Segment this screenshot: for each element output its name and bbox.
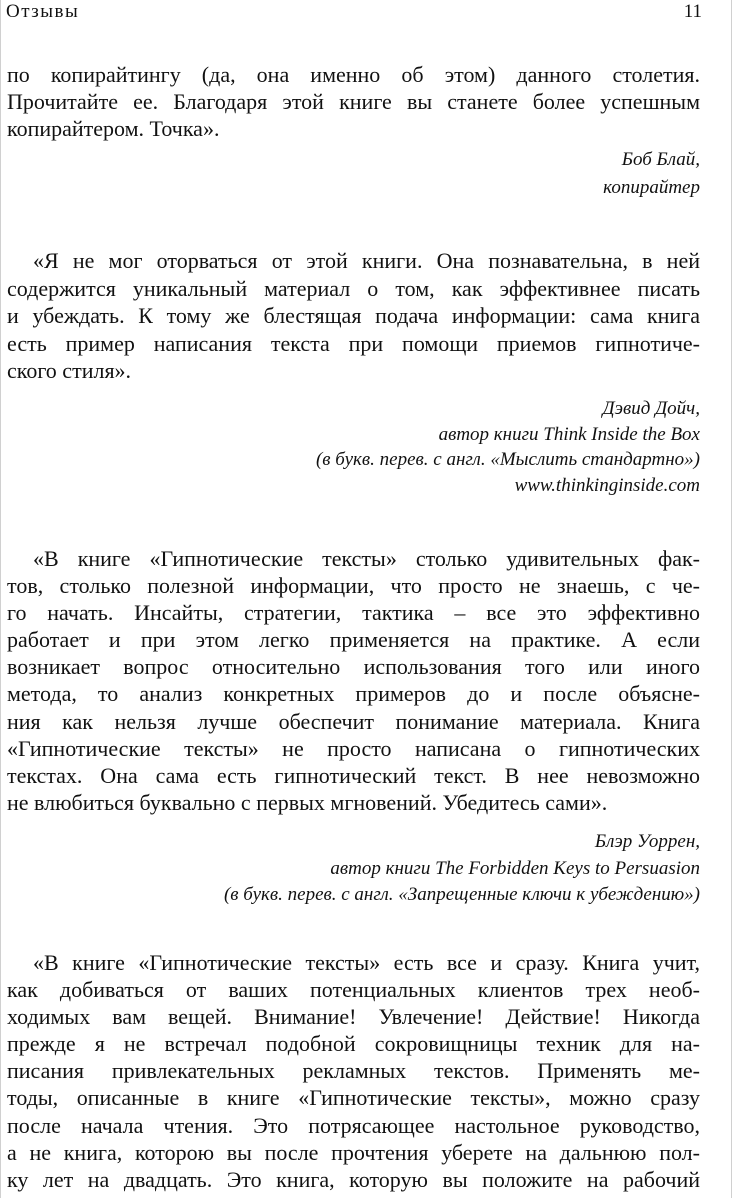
text-line: есть пример написания текста при помощи приемов гипнотиче- [7,330,700,356]
page-number: 11 [683,1,702,22]
text-line: «В книге «Гипнотические тексты» есть все и сразу. Книга учит, [33,950,700,975]
text-line: прежде я не встречал подобной сокровищницы техник для на- [7,1031,700,1057]
text-line: писания привлекательных рекламных текстов. Применять ме- [7,1058,700,1084]
text-line: ку лет на двадцать. Это книга, которую вы положите на рабочий [7,1166,700,1192]
testimonial-text-3 [7,545,700,816]
text-line: содержится уникальный материал о том, как эффективнее писать [7,275,700,301]
text-line: как добиваться от ваших потенциальных клиентов трех необ- [7,977,700,1003]
text-line: «В книге «Гипнотические тексты» столько удивительных фак- [33,546,700,571]
author-name: Блэр Уоррен, [594,831,700,852]
text-line: а не книга, которою вы после прочтения уберете на дальнюю пол- [7,1139,700,1165]
testimonial-signature-2 [50,396,700,498]
author-name: Дэвид Дойч, [602,398,700,419]
author-role: копирайтер [603,177,700,198]
text-line: не влюбиться буквально с первых мгновений. Убедитесь сами». [7,789,608,815]
text-line: возникает вопрос относительно использования того или иного [7,654,700,680]
text-line: ния как нельзя лучше обеспечит понимание материала. Книга [7,708,700,734]
text-line: го начать. Инсайты, стратегии, тактика – все это эффективно [7,600,700,626]
testimonial-signature-3 [50,829,700,909]
author-name: Боб Блай, [621,149,700,170]
text-line: «Гипнотические тексты» не просто написана о гипнотических [7,735,700,761]
running-header-title: Отзывы [6,1,80,22]
text-line: Прочитайте ее. Благодаря этой книге вы станете более успешным [7,89,700,114]
text-line: после начала чтения. Это потрясающее настольное руководство, [7,1112,700,1138]
author-role: автор книги Think Inside the Box [438,423,700,445]
testimonial-text-4 [7,949,700,1193]
testimonial-text-2 [7,247,700,385]
testimonial-text-1 [7,61,700,142]
text-line: текстах. Она сама есть гипнотический текст. В нее невозможно [7,762,700,788]
text-line: копирайтером. Точка». [7,116,220,141]
author-role: автор книги The Forbidden Keys to Persuasion [330,857,700,879]
text-line: и убеждать. К тому же блестящая подача информации: сама книга [7,303,700,328]
author-role-translation: (в букв. перев. с англ. «Мыслить стандартно») [315,449,700,470]
text-line: метода, то анализ конкретных примеров до и после объясне- [7,681,700,707]
text-line: по копирайтингу (да, она именно об этом) данного столетия. [7,62,700,87]
text-line: тоды, описанные в книге «Гипнотические тексты», можно сразу [7,1085,700,1111]
text-line: работает и при этом легко применяется на практике. А если [7,627,700,653]
testimonial-signature-1 [50,146,700,202]
author-role-translation: (в букв. перев. с англ. «Запрещенные ключи к убеждению») [223,884,700,905]
text-line: тов, столько полезной информации, что просто не знаешь, с че- [7,573,700,599]
text-line: ского стиля». [7,358,132,383]
text-line: ходимых вам вещей. Внимание! Увлечение! Действие! Никогда [7,1004,700,1030]
text-line: «Я не мог оторваться от этой книги. Она познавательна, в ней [33,248,700,273]
author-website: www.thinkinginside.com [514,474,700,496]
